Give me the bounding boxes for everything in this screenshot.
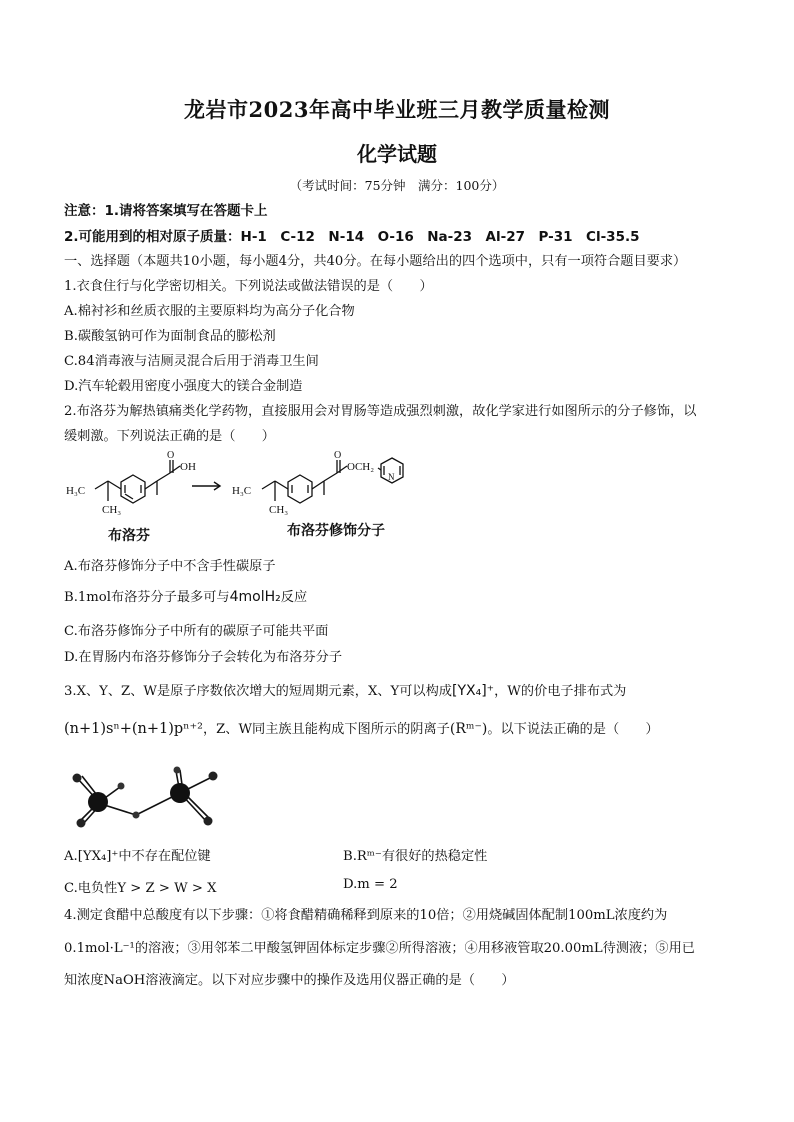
modified-o: O bbox=[334, 450, 342, 461]
q4-line1: 4.测定食醋中总酸度有以下步骤：①将食醋精确稀释到原来的10倍；②用烧碱固体配制100mL浓度约为 bbox=[64, 908, 668, 923]
q2-option-b-suffix: 反应 bbox=[280, 590, 308, 605]
anion-ball-stick-figure bbox=[64, 765, 224, 837]
q3-ion-formula: [YX₄]⁺ bbox=[452, 683, 495, 699]
q2-option-c: C.布洛芬修饰分子中所有的碳原子可能共平面 bbox=[64, 624, 329, 639]
q3-option-a: A.[YX₄]⁺中不存在配位键 bbox=[64, 849, 211, 864]
q3-stem-line2 bbox=[64, 718, 659, 737]
ibuprofen-ch3: CH₃ bbox=[102, 504, 122, 516]
ibuprofen-o: O bbox=[167, 450, 175, 461]
q3-stem-line1 bbox=[64, 680, 626, 699]
w-atom-left bbox=[88, 792, 108, 812]
subject-title: 化学试题 bbox=[357, 142, 437, 166]
q1-option-a: A.棉衬衫和丝质衣服的主要原料均为高分子化合物 bbox=[64, 304, 355, 319]
modified-h3c: H₃C bbox=[232, 485, 252, 497]
bridge-atom bbox=[133, 812, 140, 819]
q2-stem-line1: 2.布洛芬为解热镇痛类化学药物，直接服用会对胃肠等造成强烈刺激，故化学家进行如图所示的分子修饰，以 bbox=[64, 404, 697, 419]
q1-stem: 1.衣食住行与化学密切相关。下列说法或做法错误的是（ ） bbox=[64, 279, 433, 294]
q3-stem-line1-pre: 3.X、Y、Z、W是原子序数依次增大的短周期元素，X、Y可以构成 bbox=[64, 684, 452, 699]
q3-electron-config: (n+1)sⁿ+(n+1)pⁿ⁺² bbox=[64, 721, 203, 737]
reaction-arrow bbox=[192, 482, 220, 490]
modified-label: 布洛芬修饰分子 bbox=[287, 523, 385, 539]
q4-line2: 0.1mol·L⁻¹的溶液；③用邻苯二甲酸氢钾固体标定步骤②所得溶液；④用移液管取20.00mL待测液；⑤用已 bbox=[64, 941, 695, 956]
note-2: 2.可能用到的相对原子质量：H-1 C-12 N-14 O-16 Na-23 Al-27 P-31 Cl-35.5 bbox=[64, 229, 640, 245]
modified-ch3: CH₃ bbox=[269, 504, 289, 516]
w-atom-right bbox=[170, 783, 190, 803]
section-intro: 一、选择题（本题共10小题，每小题4分，共40分。在每小题给出的四个选项中，只有一项符合题目要求） bbox=[64, 254, 687, 269]
exam-info: （考试时间：75分钟 满分：100分） bbox=[289, 178, 505, 193]
q3-stem-line2-post: ，Z、W同主族且能构成下图所示的阴离子 bbox=[202, 722, 450, 737]
modified-och2: OCH₂ bbox=[347, 461, 375, 473]
q2-option-d: D.在胃肠内布洛芬修饰分子会转化为布洛芬分子 bbox=[64, 650, 343, 665]
q3-option-d: D.m = 2 bbox=[343, 877, 398, 892]
q1-option-c: C.84消毒液与洁厕灵混合后用于消毒卫生间 bbox=[64, 354, 319, 369]
q3-stem-line2-end: 。以下说法正确的是（ ） bbox=[487, 722, 659, 737]
q3-option-b: B.Rᵐ⁻有很好的热稳定性 bbox=[343, 849, 488, 864]
q2-option-b-formula: 4molH₂ bbox=[229, 589, 281, 605]
q3-anion: (Rᵐ⁻) bbox=[449, 721, 488, 737]
ibuprofen-label: 布洛芬 bbox=[108, 528, 150, 544]
modified-n: N bbox=[388, 472, 395, 482]
ibuprofen-h3c: H₃C bbox=[66, 485, 86, 497]
q1-option-d: D.汽车轮毂用密度小强度大的镁合金制造 bbox=[64, 379, 303, 394]
note-1: 注意：1.请将答案填写在答题卡上 bbox=[64, 203, 268, 219]
q2-option-a: A.布洛芬修饰分子中不含手性碳原子 bbox=[64, 559, 276, 574]
q4-line3: 知浓度NaOH溶液滴定。以下对应步骤中的操作及选用仪器正确的是（ ） bbox=[64, 973, 515, 988]
ibuprofen-structure bbox=[95, 460, 180, 503]
q3-option-c: C.电负性Y > Z > W > X bbox=[64, 881, 217, 896]
q2-option-b-prefix: B.1mol布洛芬分子最多可与 bbox=[64, 590, 230, 605]
q1-option-b: B.碳酸氢钠可作为面制食品的膨松剂 bbox=[64, 329, 276, 344]
q2-option-b bbox=[64, 586, 307, 605]
ibuprofen-reaction-figure bbox=[62, 448, 432, 524]
modified-structure bbox=[262, 458, 403, 503]
exam-title: 龙岩市2023年高中毕业班三月教学质量检测 bbox=[184, 97, 610, 122]
q3-stem-line1-post: ，W的价电子排布式为 bbox=[494, 684, 627, 699]
q2-stem-line2: 缓刺激。下列说法正确的是（ ） bbox=[64, 429, 275, 444]
ibuprofen-oh: OH bbox=[180, 461, 196, 473]
